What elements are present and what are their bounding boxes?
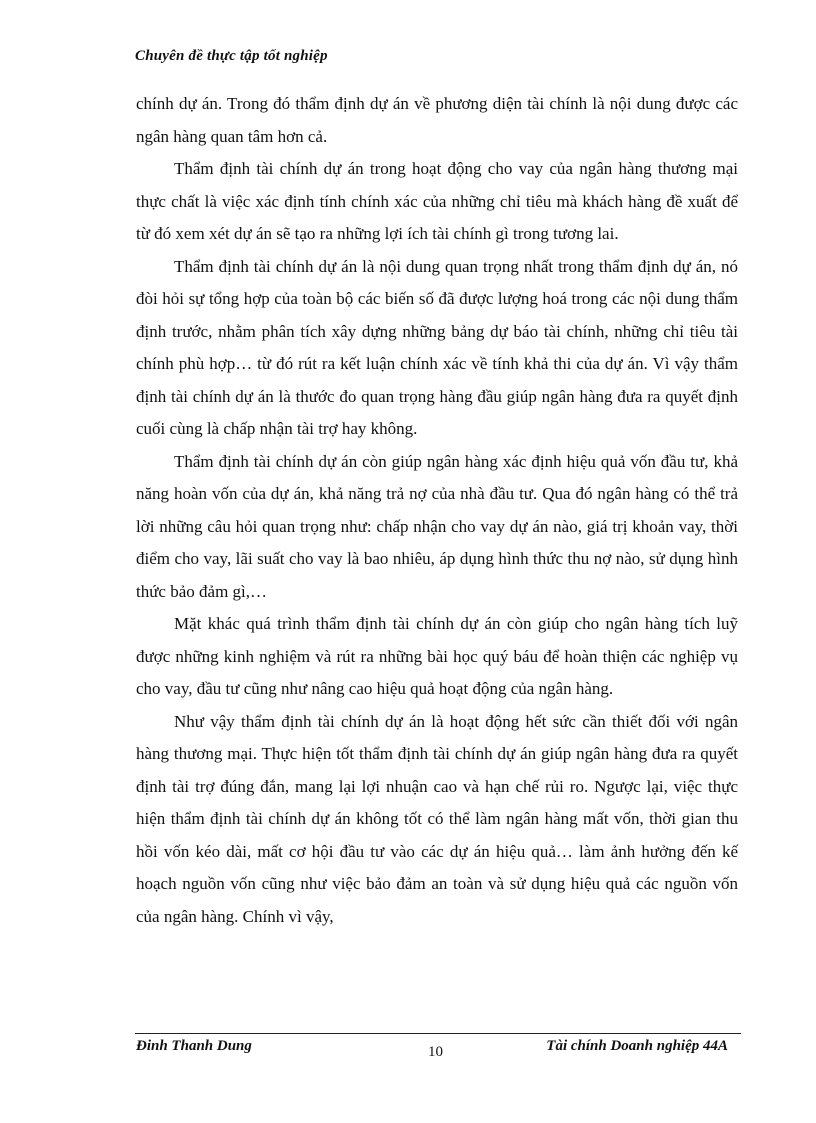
footer-author: Đinh Thanh Dung (136, 1038, 252, 1054)
page-number: 10 (428, 1044, 443, 1060)
page-header-title: Chuyên đề thực tập tốt nghiệp (135, 48, 328, 64)
paragraph: Thẩm định tài chính dự án là nội dung quan trọng nhất trong thẩm định dự án, nó đòi hỏi sự tổng hợp của toàn bộ các biến số đã được lượng hoá trong các nội dung thẩm định trước, nhằm phân tích xây dựng những bảng dự báo tài chính, những chỉ tiêu tài chính phù hợp… từ đó rút ra kết luận chính xác về tính khả thi của dự án. Vì vậy thẩm định tài chính dự án là thước đo quan trọng hàng đầu giúp ngân hàng đưa ra quyết định cuối cùng là chấp nhận tài trợ hay không. (136, 256, 738, 438)
paragraph-continued: chính dự án. Trong đó thẩm định dự án về phương diện tài chính là nội dung được các ngân hàng quan tâm hơn cả. (136, 94, 738, 146)
footer-divider (135, 1033, 741, 1034)
paragraph: Như vậy thẩm định tài chính dự án là hoạt động hết sức cần thiết đối với ngân hàng thương mại. Thực hiện tốt thẩm định tài chính dự án giúp ngân hàng đưa ra quyết định tài trợ đúng đắn, mang lại lợi nhuận cao và hạn chế rủi ro. Ngược lại, việc thực hiện thẩm định tài chính dự án không tốt có thể làm ngân hàng mất vốn, thời gian thu hồi vốn kéo dài, mất cơ hội đầu tư vào các dự án hiệu quả… làm ảnh hưởng đến kế hoạch nguồn vốn cũng như việc bảo đảm an toàn và sử dụng hiệu quả các nguồn vốn của ngân hàng. Chính vì vậy, (136, 711, 738, 926)
paragraph: Thẩm định tài chính dự án trong hoạt động cho vay của ngân hàng thương mại thực chất là việc xác định tính chính xác của những chỉ tiêu mà khách hàng đề xuất để từ đó xem xét dự án sẽ tạo ra những lợi ích tài chính gì trong tương lai. (136, 159, 738, 243)
document-body (136, 88, 738, 933)
paragraph: Mặt khác quá trình thẩm định tài chính dự án còn giúp cho ngân hàng tích luỹ được những kinh nghiệm và rút ra những bài học quý báu để hoàn thiện các nghiệp vụ cho vay, đầu tư cũng như nâng cao hiệu quả hoạt động của ngân hàng. (136, 614, 738, 698)
footer-department: Tài chính Doanh nghiệp 44A (546, 1038, 728, 1054)
paragraph: Thẩm định tài chính dự án còn giúp ngân hàng xác định hiệu quả vốn đầu tư, khả năng hoàn vốn của dự án, khả năng trả nợ của nhà đầu tư. Qua đó ngân hàng có thể trả lời những câu hỏi quan trọng như: chấp nhận cho vay dự án nào, giá trị khoản vay, thời điểm cho vay, lãi suất cho vay là bao nhiêu, áp dụng hình thức thu nợ nào, sử dụng hình thức bảo đảm gì,… (136, 451, 738, 601)
